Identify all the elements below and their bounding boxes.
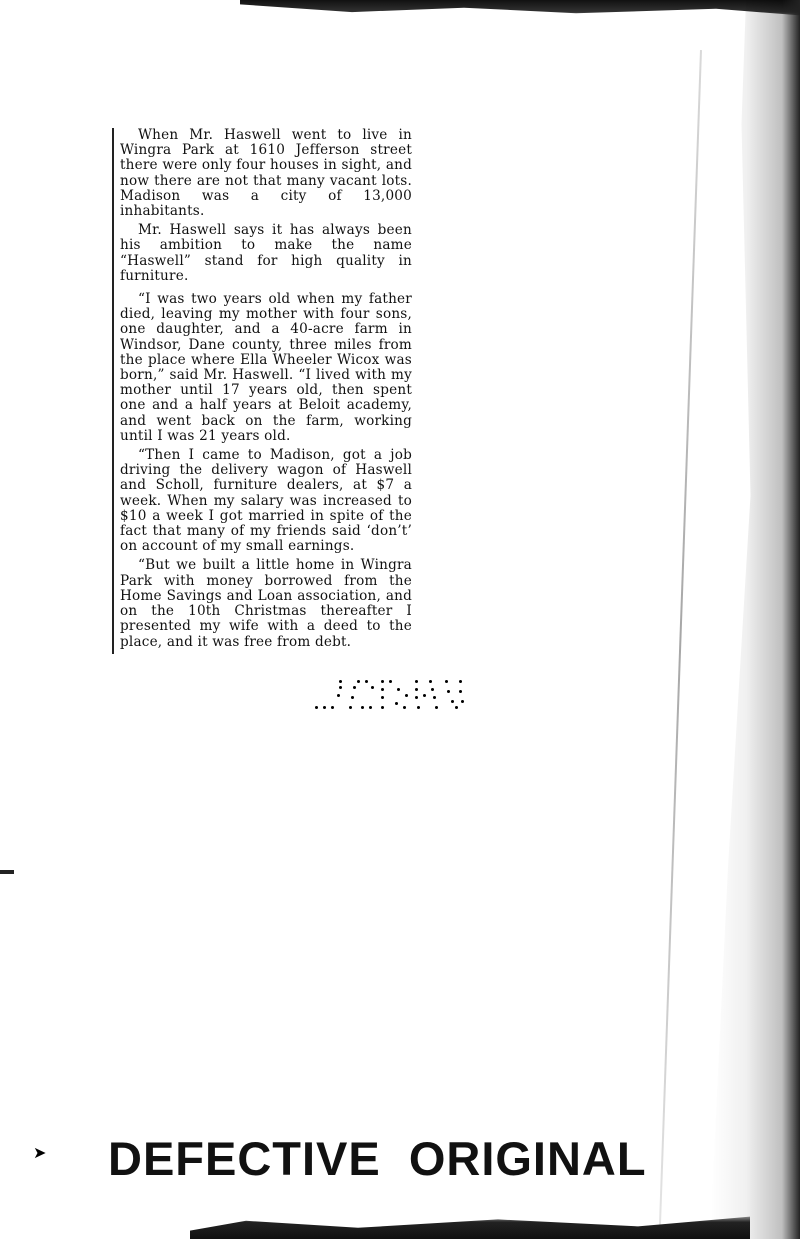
perforation-dot [349, 706, 352, 709]
scan-arrow-mark: ➤ [33, 1143, 47, 1162]
perforation-dot [415, 696, 418, 699]
perforation-dot [315, 706, 318, 709]
perforation-dot [415, 688, 418, 691]
perforation-dot [357, 680, 360, 683]
perforation-dot [389, 680, 392, 683]
scan-edge-top [240, 0, 800, 22]
perforation-dot [455, 706, 458, 709]
perforation-dot [431, 688, 434, 691]
scan-edge-bottom [190, 1211, 750, 1239]
perforation-dot [351, 696, 354, 699]
perforation-dot [459, 680, 462, 683]
perforation-dot [365, 680, 368, 683]
article-paragraph: “I was two years old when my father died, leaving my mother with four sons, one daughter, and a 40-acre farm in Windsor, Dane county, three miles from the place where Ella Wheeler Wicox was born,” said Mr. Haswell. “I lived with my mother until 17 years old, then spent one and a half years at Beloit academy, and went back on the farm, working until I was 21 years old. [120, 291, 412, 444]
perforation-dot [429, 680, 432, 683]
perforation-dot [403, 706, 406, 709]
perforation-dot [381, 706, 384, 709]
perforation-dot [369, 706, 372, 709]
perforation-dot [445, 680, 448, 683]
perforation-dot [461, 700, 464, 703]
perforation-dot [381, 696, 384, 699]
defective-original-stamp: DEFECTIVE ORIGINAL [108, 1132, 647, 1185]
perforation-dot [339, 680, 342, 683]
perforation-dot [337, 694, 340, 697]
perforation-dot [361, 706, 364, 709]
page-fold-line [659, 50, 702, 1229]
perforation-dot [339, 686, 342, 689]
scan-margin-mark [0, 870, 14, 874]
perforation-dot [323, 706, 326, 709]
perforation-dot [395, 702, 398, 705]
perforation-dot [433, 696, 436, 699]
perforation-dot [447, 690, 450, 693]
perforation-dot [371, 686, 374, 689]
perforation-dot [435, 706, 438, 709]
article-paragraph: “But we built a little home in Wingra Park with money borrowed from the Home Savings and Loan association, and on the 10th Christmas thereafter I presented my wife with a deed to the place, and it was free from debt. [120, 557, 412, 650]
perforation-dot [331, 706, 334, 709]
perforation-dot [397, 688, 400, 691]
perforation-dot [417, 706, 420, 709]
article-paragraph: “Then I came to Madison, got a job driving the delivery wagon of Haswell and Scholl, furniture dealers, at $7 a week. When my salary was increased to $10 a week I got married in spite of the fact that many of my friends said ‘don’t’ on account of my small earnings. [120, 447, 412, 555]
article-paragraph: When Mr. Haswell went to live in Wingra Park at 1610 Jefferson street there were only four houses in sight, and now there are not that many vacant lots. Madison was a city of 13,000 inhabitants. [120, 127, 412, 220]
perforation-dot [381, 680, 384, 683]
perforation-dot [353, 686, 356, 689]
perforation-dot [381, 688, 384, 691]
perforation-dot [459, 690, 462, 693]
article-column [112, 128, 412, 654]
perforated-dot-mark [313, 676, 465, 718]
scan-edge-right [710, 0, 800, 1239]
perforation-dot [423, 694, 426, 697]
perforation-dot [451, 700, 454, 703]
perforation-dot [415, 680, 418, 683]
perforation-dot [405, 694, 408, 697]
article-paragraph: Mr. Haswell says it has always been his ambition to make the name “Haswell” stand for high quality in furniture. [120, 222, 412, 284]
